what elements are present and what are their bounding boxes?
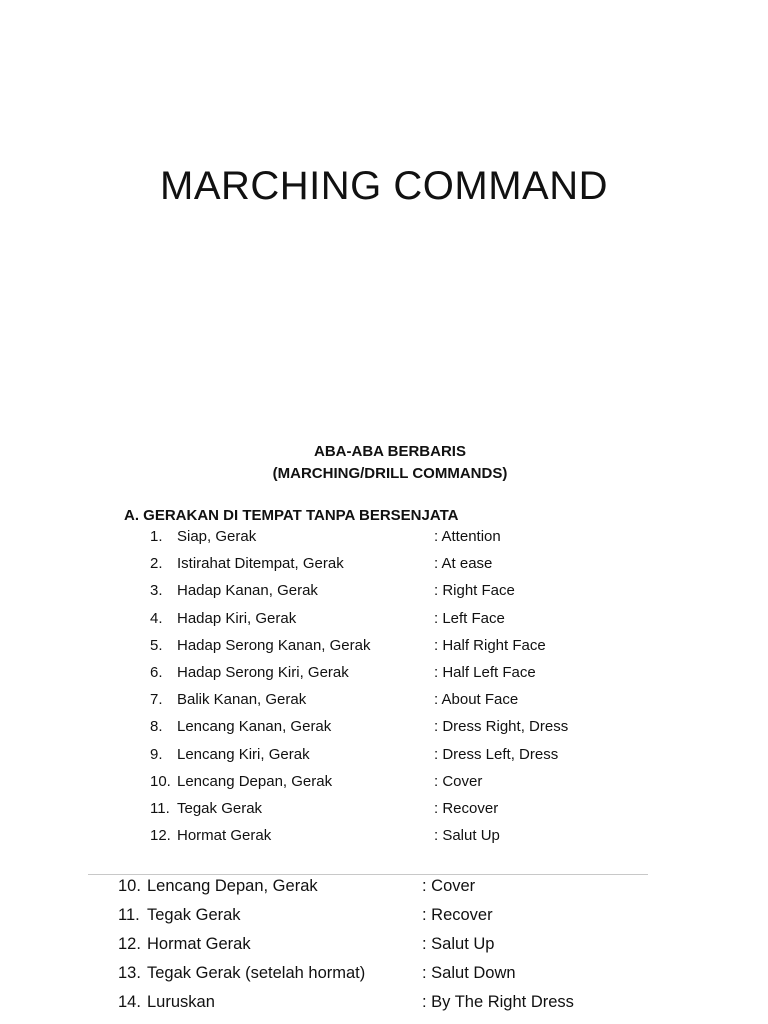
command-meaning: : At ease bbox=[434, 555, 493, 573]
item-number: 2. bbox=[150, 555, 163, 573]
command-term: Tegak Gerak bbox=[147, 906, 241, 924]
list-item bbox=[0, 904, 768, 933]
command-term: Balik Kanan, Gerak bbox=[177, 691, 307, 709]
command-term: Istirahat Ditempat, Gerak bbox=[177, 555, 344, 573]
command-term: Hadap Kanan, Gerak bbox=[177, 582, 318, 600]
command-term: Tegak Gerak (setelah hormat) bbox=[147, 964, 366, 982]
list-item bbox=[0, 635, 768, 662]
list-item bbox=[0, 875, 768, 904]
continuation-command-list bbox=[0, 875, 768, 1020]
item-number: 9. bbox=[150, 745, 163, 763]
command-meaning: : Salut Down bbox=[422, 964, 516, 982]
list-item bbox=[0, 771, 768, 798]
item-number: 12. bbox=[150, 827, 171, 845]
command-meaning: : Cover bbox=[434, 772, 483, 790]
item-number: 10. bbox=[150, 772, 171, 790]
item-number: 8. bbox=[150, 718, 163, 736]
command-term: Hadap Serong Kanan, Gerak bbox=[177, 636, 371, 654]
list-item bbox=[0, 991, 768, 1020]
list-item bbox=[0, 962, 768, 991]
section-a-title: A. GERAKAN DI TEMPAT TANPA BERSENJATA bbox=[124, 507, 459, 524]
list-item bbox=[0, 744, 768, 771]
command-meaning: : Attention bbox=[434, 528, 501, 545]
command-term: Lencang Depan, Gerak bbox=[147, 877, 318, 895]
item-number: 14. bbox=[118, 993, 141, 1011]
item-number: 4. bbox=[150, 609, 163, 627]
command-meaning: : Dress Right, Dress bbox=[434, 718, 569, 736]
command-list bbox=[0, 526, 768, 852]
item-number: 12. bbox=[118, 935, 141, 953]
command-meaning: : By The Right Dress bbox=[422, 993, 574, 1011]
command-term: Hadap Kiri, Gerak bbox=[177, 609, 297, 627]
list-item bbox=[0, 526, 768, 553]
item-number: 10. bbox=[118, 877, 141, 895]
item-number: 11. bbox=[150, 799, 170, 817]
command-meaning: : Left Face bbox=[434, 609, 505, 627]
item-number: 6. bbox=[150, 663, 163, 681]
document-heading: ABA-ABA BERBARIS bbox=[314, 443, 466, 460]
command-meaning: : Cover bbox=[422, 877, 476, 895]
list-item bbox=[0, 662, 768, 689]
item-number: 7. bbox=[150, 691, 163, 709]
command-meaning: : Salut Up bbox=[422, 935, 495, 953]
list-item bbox=[0, 608, 768, 635]
list-item bbox=[0, 716, 768, 743]
item-number: 13. bbox=[118, 964, 141, 982]
command-meaning: : Recover bbox=[422, 906, 493, 924]
command-meaning: : Recover bbox=[434, 799, 499, 817]
item-number: 5. bbox=[150, 636, 163, 654]
item-number: 11. bbox=[118, 906, 140, 924]
document-subheading: (MARCHING/DRILL COMMANDS) bbox=[272, 465, 508, 482]
list-item bbox=[0, 798, 768, 825]
command-term: Lencang Kanan, Gerak bbox=[177, 718, 332, 736]
command-term: Hormat Gerak bbox=[177, 827, 272, 845]
list-item bbox=[0, 689, 768, 716]
list-item bbox=[0, 580, 768, 607]
command-meaning: : Dress Left, Dress bbox=[434, 745, 559, 763]
command-term: Tegak Gerak bbox=[177, 799, 263, 817]
list-item bbox=[0, 553, 768, 580]
command-term: Siap, Gerak bbox=[177, 528, 257, 545]
command-meaning: : Salut Up bbox=[434, 827, 500, 845]
page-title: MARCHING COMMAND bbox=[160, 164, 608, 208]
command-meaning: : Half Right Face bbox=[434, 636, 546, 654]
command-meaning: : Right Face bbox=[434, 582, 515, 600]
list-item bbox=[0, 933, 768, 962]
list-item bbox=[0, 825, 768, 852]
command-term: Hormat Gerak bbox=[147, 935, 251, 953]
item-number: 3. bbox=[150, 582, 163, 600]
command-term: Luruskan bbox=[147, 993, 215, 1011]
item-number: 1. bbox=[150, 528, 163, 545]
command-term: Lencang Kiri, Gerak bbox=[177, 745, 310, 763]
command-meaning: : About Face bbox=[434, 691, 519, 709]
command-term: Hadap Serong Kiri, Gerak bbox=[177, 663, 349, 681]
command-meaning: : Half Left Face bbox=[434, 663, 536, 681]
command-term: Lencang Depan, Gerak bbox=[177, 772, 333, 790]
